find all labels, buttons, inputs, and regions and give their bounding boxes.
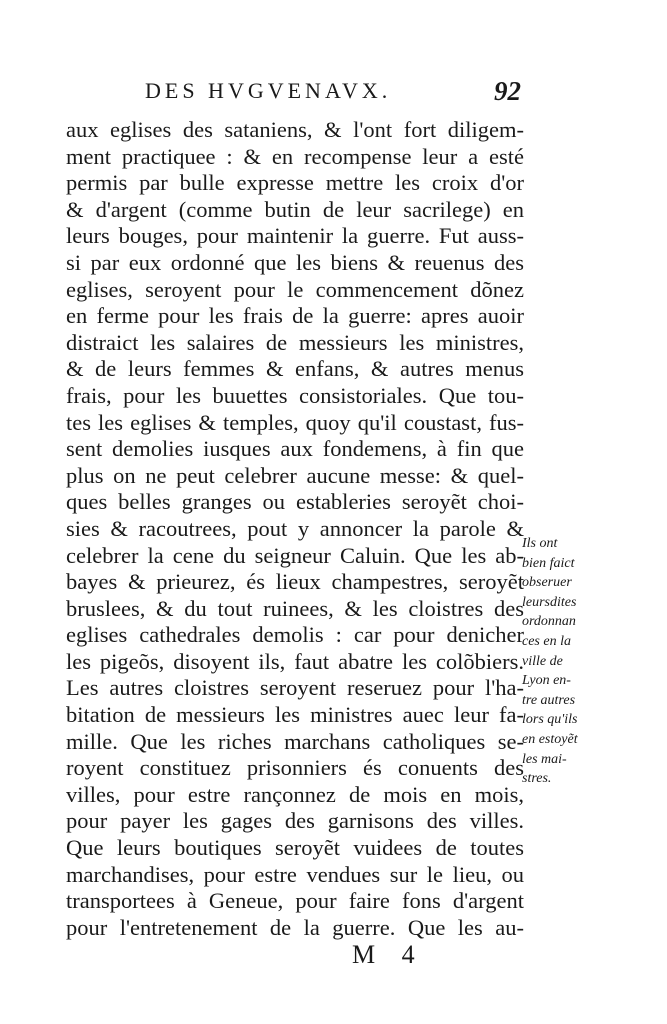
- margin-note-line: ordonnan: [522, 614, 576, 630]
- text-line: ment practiquee : & en recompense leur a esté: [66, 143, 524, 169]
- text-line: mille. Que les riches marchans catholiques se-: [66, 728, 524, 754]
- text-line: bitation de messieurs les ministres auec leur fa-: [66, 702, 524, 728]
- text-line: plus on ne peut celebrer aucune messe: & quel-: [66, 462, 524, 488]
- text-line: royent constituez prisonniers és conuents des: [66, 755, 524, 781]
- margin-note-line: stres.: [522, 771, 552, 787]
- text-line: les pigeõs, disoyent ils, faut abatre les colõbiers.: [66, 648, 524, 674]
- text-line: & d'argent (comme butin de leur sacrilege) en: [66, 196, 524, 222]
- text-line: aux eglises des sataniens, & l'ont fort diligem-: [66, 117, 524, 142]
- margin-note-line: Ils ont: [522, 536, 558, 551]
- text-line: & de leurs femmes & enfans, & autres menus: [66, 356, 524, 382]
- text-line: bruslees, & du tout ruinees, & les cloistres des: [66, 595, 524, 621]
- text-line: bayes & prieurez, és lieux champestres, seroyẽt: [66, 569, 524, 595]
- running-head: DES HVGVENAVX.: [145, 78, 392, 103]
- margin-note-line: Lyon en-: [522, 673, 571, 689]
- text-line: sent demolies iusques aux fondemens, à fin que: [66, 436, 524, 462]
- text-line: villes, pour estre rançonnez de mois en mois,: [66, 781, 524, 807]
- text-line: permis par bulle expresse mettre les croix d'or: [66, 170, 524, 196]
- text-line: si par eux ordonné que les biens & reuenus des: [66, 249, 524, 275]
- text-line: transportees à Geneue, pour faire fons d'argent: [66, 888, 524, 914]
- text-line: pour payer les gages des garnisons des villes.: [66, 808, 524, 834]
- text-line: celebrer la cene du seigneur Caluin. Que les ab-: [66, 542, 524, 568]
- margin-note-line: en estoyẽt: [522, 731, 578, 747]
- margin-note-line: les mai-: [522, 751, 567, 767]
- margin-note-line: obseruer: [522, 575, 572, 591]
- margin-note-line: ville de: [522, 653, 563, 669]
- text-line: en ferme pour les frais de la guerre: apres auoir: [66, 303, 524, 329]
- text-line: ques belles granges ou estableries seroyẽt choi-: [66, 489, 524, 515]
- text-line: distraict les salaires de messieurs les ministres,: [66, 329, 524, 355]
- main-text: [66, 117, 524, 941]
- text-line: sies & racoutrees, pout y annoncer la parole &: [66, 515, 524, 541]
- text-line: pour l'entretenement de la guerre. Que les au-: [66, 914, 524, 940]
- text-line: frais, pour les buuettes consistoriales. Que tou-: [66, 382, 524, 408]
- text-line: leurs bouges, pour maintenir la guerre. Fut auss-: [66, 223, 524, 249]
- text-line: eglises, seroyent pour le commencement dõnez: [66, 276, 524, 302]
- text-line: Que leurs boutiques seroyẽt vuidees de toutes: [66, 835, 524, 861]
- margin-note-line: bien faict: [522, 555, 575, 571]
- margin-note-line: lors qu'ils: [522, 712, 578, 728]
- margin-note-line: tre autres: [522, 692, 576, 708]
- text-line: Les autres cloistres seroyent reseruez pour l'ha-: [66, 675, 524, 701]
- margin-note-line: leursdites: [522, 594, 577, 610]
- text-line: tes les eglises & temples, quoy qu'il coustast, fus-: [66, 409, 524, 435]
- margin-note-line: ces en la: [522, 633, 571, 649]
- page-number: 92: [494, 76, 521, 106]
- marginal-note: [522, 534, 602, 789]
- text-line: eglises cathedrales demolis : car pour denicher: [66, 622, 524, 648]
- signature-mark: M 4: [352, 940, 425, 969]
- text-line: marchandises, pour estre vendues sur le lieu, ou: [66, 861, 524, 887]
